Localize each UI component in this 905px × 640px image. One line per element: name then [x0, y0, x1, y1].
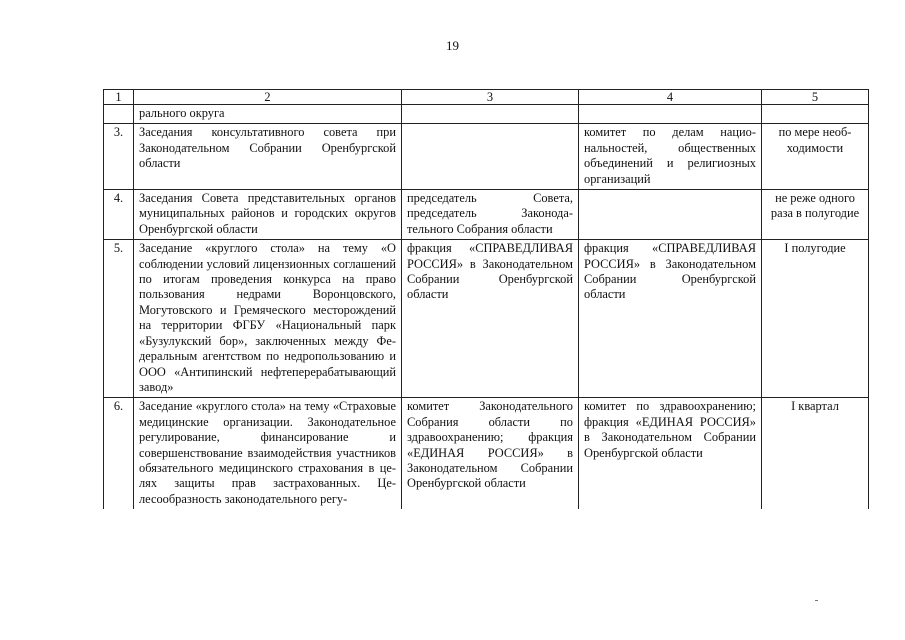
event-cell: Заседания Совета представительных органов муниципальных районов и городских округов Оренбургской области	[134, 190, 402, 240]
header-col-2: 2	[134, 90, 402, 105]
row-number: 5.	[104, 240, 134, 398]
continuation-cell-5	[762, 105, 869, 124]
event-cell: Заседание «круглого стола» на тему «Страховые медицинские организации. Законодательное регулирование, финансирование и совершенствование взаимодействия участников обязательного медицинского страхования в целях защиты прав застрахованных. Целесообразность законодательного регу-	[134, 398, 402, 509]
header-col-1: 1	[104, 90, 134, 105]
table-row	[104, 240, 869, 398]
organizer-cell: фракция «СПРАВЕДЛИВАЯ РОССИЯ» в Законодательном Собрании Оренбургской области	[579, 240, 762, 398]
event-cell: Заседания консультативного совета при Законодательном Собрании Оренбургской области	[134, 124, 402, 190]
responsible-cell: фракция «СПРАВЕДЛИВАЯ РОССИЯ» в Законодательном Собрании Оренбургской области	[402, 240, 579, 398]
header-col-5: 5	[762, 90, 869, 105]
scan-speck	[815, 600, 818, 601]
row-number: 4.	[104, 190, 134, 240]
row-number: 6.	[104, 398, 134, 509]
header-col-4: 4	[579, 90, 762, 105]
event-cell: Заседание «круглого стола» на тему «О соблюдении условий лицензионных соглашений по итогам проведения конкурса на право пользования недрами Воронцовского, Могутовского и Гремяческого месторождений на территории ФГБУ «Национальный парк «Бузулукский бор», заключенных между Федеральным агентством по недропользованию и ООО «Антипинский нефтеперерабатывающий завод»	[134, 240, 402, 398]
period-cell: I квартал	[762, 398, 869, 509]
table-header-row	[104, 90, 869, 105]
period-cell: по мере необходимости	[762, 124, 869, 190]
continuation-cell-3	[402, 105, 579, 124]
table-row	[104, 398, 869, 509]
continuation-num	[104, 105, 134, 124]
header-col-3: 3	[402, 90, 579, 105]
continuation-row	[104, 105, 869, 124]
responsible-cell: комитет Законодательного Собрания области по здравоохранению; фракция «ЕДИНАЯ РОССИЯ» в Законодательном Собрании Оренбургской области	[402, 398, 579, 509]
period-cell: I полугодие	[762, 240, 869, 398]
continuation-cell-4	[579, 105, 762, 124]
row-number: 3.	[104, 124, 134, 190]
organizer-cell: комитет по делам национальностей, общественных объединений и религиозных организаций	[579, 124, 762, 190]
organizer-cell	[579, 190, 762, 240]
table-row	[104, 190, 869, 240]
period-cell: не реже одного раза в полугодие	[762, 190, 869, 240]
responsible-cell: председатель Совета, председатель Законодательного Собрания области	[402, 190, 579, 240]
continuation-text: рального округа	[134, 105, 402, 124]
page-number: 19	[446, 38, 459, 53]
responsible-cell	[402, 124, 579, 190]
plan-table	[103, 89, 869, 509]
organizer-cell: комитет по здравоохранению; фракция «ЕДИНАЯ РОССИЯ» в Законодательном Собрании Оренбургской области	[579, 398, 762, 509]
table-row	[104, 124, 869, 190]
